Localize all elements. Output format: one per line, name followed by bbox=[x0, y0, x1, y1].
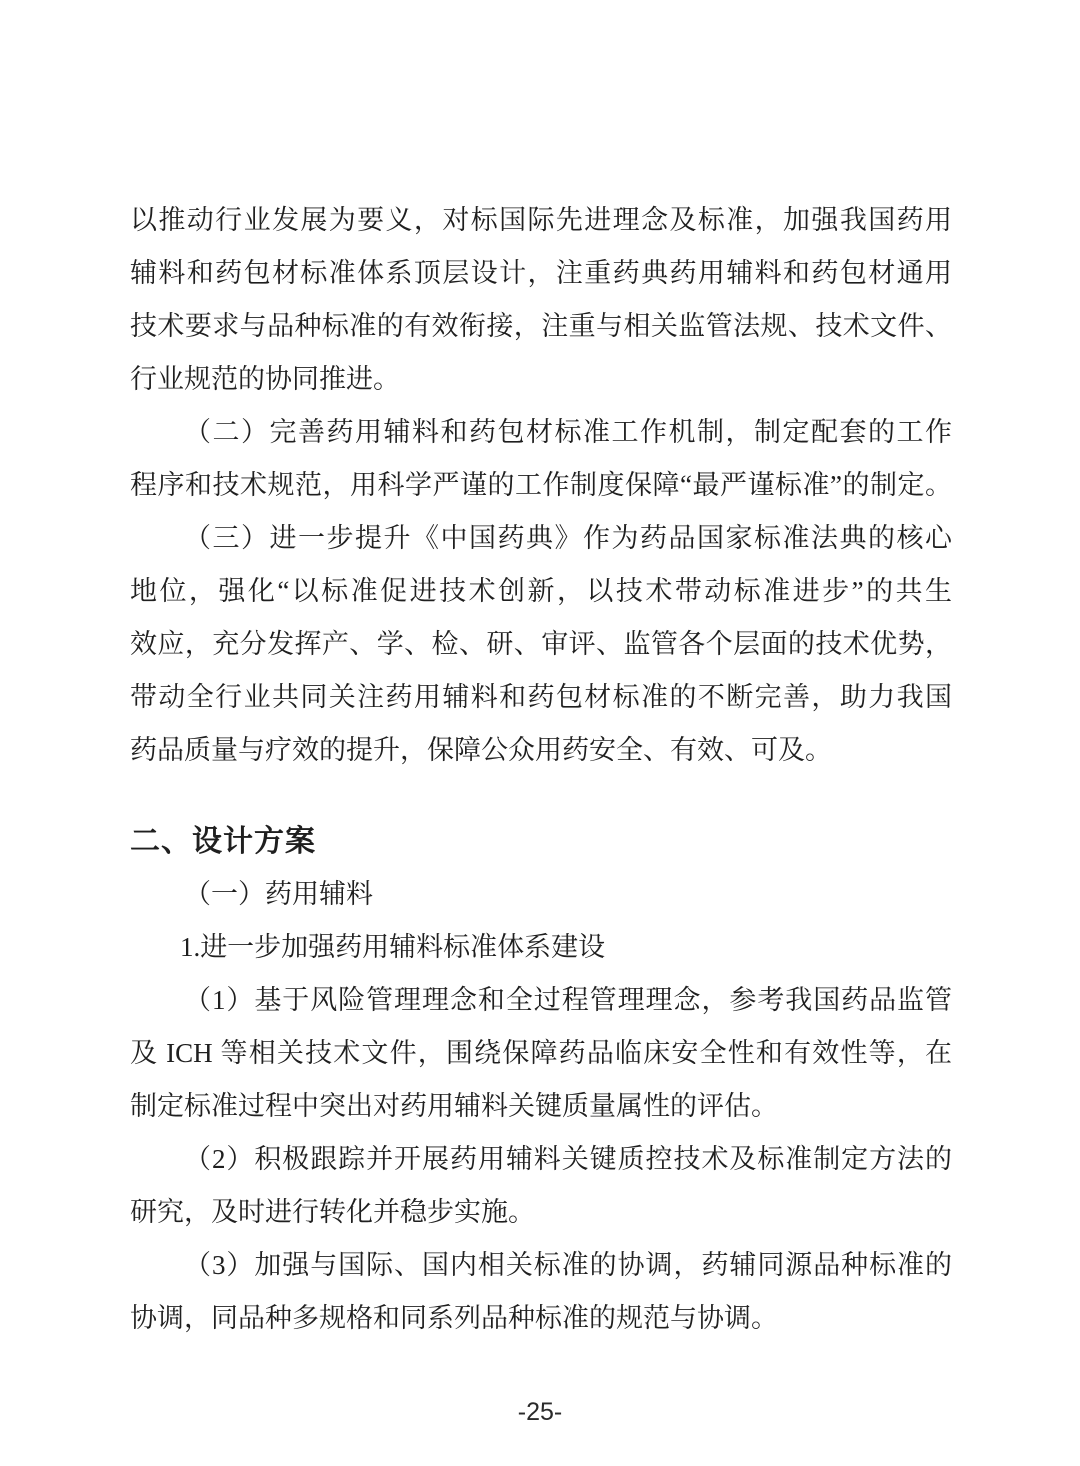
subsection-title: （一）药用辅料 bbox=[184, 879, 373, 909]
document-content bbox=[130, 194, 952, 1345]
body-line-item-p1: （1）基于风险管理理念和全过程管理理念，参考我国药品监管 bbox=[184, 985, 952, 1015]
section-heading: 二、设计方案 bbox=[130, 825, 316, 858]
body-line: 药品质量与疗效的提升，保障公众用药安全、有效、可及。 bbox=[130, 735, 832, 765]
body-line: 地位，强化“以标准促进技术创新，以技术带动标准进步”的共生 bbox=[130, 576, 952, 606]
body-line: 带动全行业共同关注药用辅料和药包材标准的不断完善，助力我国 bbox=[130, 682, 952, 712]
body-line: 效应，充分发挥产、学、检、研、审评、监管各个层面的技术优势， bbox=[130, 629, 952, 659]
body-line: 以推动行业发展为要义，对标国际先进理念及标准，加强我国药用 bbox=[130, 205, 952, 235]
body-line-item-p2: （2）积极跟踪并开展药用辅料关键质控技术及标准制定方法的 bbox=[184, 1144, 952, 1174]
body-line: 制定标准过程中突出对药用辅料关键质量属性的评估。 bbox=[130, 1091, 778, 1121]
body-line: 协调，同品种多规格和同系列品种标准的规范与协调。 bbox=[130, 1303, 778, 1333]
body-line: 程序和技术规范，用科学严谨的工作制度保障“最严谨标准”的制定。 bbox=[130, 470, 952, 500]
body-line-item-p3: （3）加强与国际、国内相关标准的协调，药辅同源品种标准的 bbox=[184, 1250, 952, 1280]
body-line: 辅料和药包材标准体系顶层设计，注重药典药用辅料和药包材通用 bbox=[130, 258, 952, 288]
body-line: 研究，及时进行转化并稳步实施。 bbox=[130, 1197, 535, 1227]
body-line: 及 ICH 等相关技术文件，围绕保障药品临床安全性和有效性等，在 bbox=[130, 1038, 952, 1068]
body-line: 行业规范的协同推进。 bbox=[130, 364, 400, 394]
page-number: -25- bbox=[517, 1398, 563, 1426]
body-line-item-2: （二）完善药用辅料和药包材标准工作机制，制定配套的工作 bbox=[184, 417, 952, 447]
subsection-item-title: 1.进一步加强药用辅料标准体系建设 bbox=[179, 932, 606, 962]
body-line-item-3: （三）进一步提升《中国药典》作为药品国家标准法典的核心 bbox=[184, 523, 952, 553]
body-line: 技术要求与品种标准的有效衔接，注重与相关监管法规、技术文件、 bbox=[130, 311, 952, 341]
